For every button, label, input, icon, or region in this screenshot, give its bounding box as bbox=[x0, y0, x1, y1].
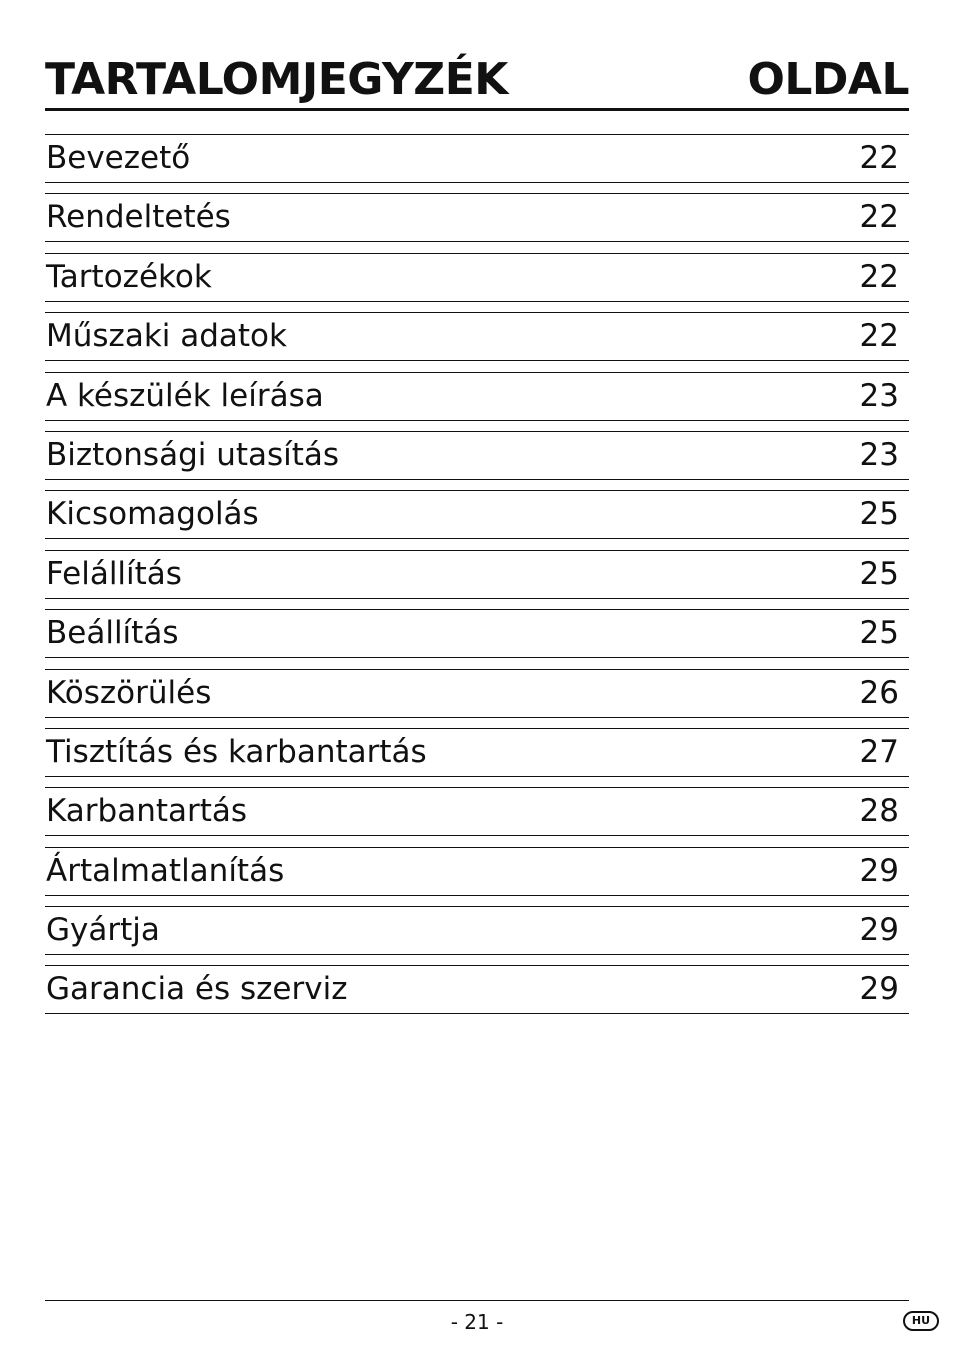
toc-entry-label: Biztonsági utasítás bbox=[46, 436, 340, 473]
toc-row[interactable] bbox=[45, 134, 909, 193]
toc-entry-page: 22 bbox=[859, 140, 899, 176]
toc-entry-label: Műszaki adatok bbox=[46, 318, 287, 355]
toc-row[interactable] bbox=[45, 312, 909, 371]
toc-row[interactable] bbox=[45, 906, 909, 965]
toc-entry-label: Köszörülés bbox=[46, 674, 212, 711]
toc-row[interactable] bbox=[45, 193, 909, 252]
toc-entry-page: 28 bbox=[859, 793, 899, 830]
toc-row[interactable] bbox=[45, 609, 909, 668]
toc-entry-page: 26 bbox=[859, 674, 899, 711]
toc-entry-label: A készülék leírása bbox=[46, 377, 324, 414]
page-title: TARTALOMJEGYZÉK bbox=[45, 54, 508, 105]
toc-row[interactable] bbox=[45, 965, 909, 1024]
toc-entry-label: Kicsomagolás bbox=[46, 496, 259, 533]
toc-row[interactable] bbox=[45, 253, 909, 312]
toc-entry-page: 29 bbox=[859, 912, 899, 949]
toc-entry-label: Ártalmatlanítás bbox=[46, 852, 285, 889]
toc-entry-page: 25 bbox=[859, 496, 899, 533]
toc-entry-page: 22 bbox=[859, 199, 899, 236]
toc-entry-label: Felállítás bbox=[46, 555, 182, 592]
toc-row[interactable] bbox=[45, 431, 909, 490]
toc-entry-label: Beállítás bbox=[46, 615, 179, 652]
toc-entry-page: 22 bbox=[859, 258, 899, 295]
page-column-heading: OLDAL bbox=[747, 54, 909, 105]
toc-row-rule bbox=[45, 906, 909, 955]
toc-entry-page: 25 bbox=[859, 615, 899, 652]
toc-entry-label: Tisztítás és karbantartás bbox=[46, 733, 427, 770]
toc-entry-page: 27 bbox=[859, 733, 899, 770]
toc-row[interactable] bbox=[45, 847, 909, 906]
toc-row[interactable] bbox=[45, 490, 909, 549]
toc-entry-page: 23 bbox=[859, 377, 899, 414]
toc-entry-label: Bevezető bbox=[46, 140, 191, 176]
toc-entry-label: Gyártja bbox=[46, 912, 160, 949]
toc-entry-page: 25 bbox=[859, 555, 899, 592]
toc-row[interactable] bbox=[45, 728, 909, 787]
toc-entry-page: 29 bbox=[859, 971, 899, 1008]
toc-entry-label: Rendeltetés bbox=[46, 199, 231, 236]
toc-row[interactable] bbox=[45, 372, 909, 431]
language-badge: HU bbox=[903, 1311, 939, 1331]
toc-row[interactable] bbox=[45, 550, 909, 609]
footer-divider bbox=[45, 1300, 909, 1301]
toc-entry-label: Tartozékok bbox=[46, 258, 212, 295]
toc-entry-page: 23 bbox=[859, 436, 899, 473]
toc-row[interactable] bbox=[45, 787, 909, 846]
toc-header bbox=[45, 50, 909, 111]
toc-entry-page: 22 bbox=[859, 318, 899, 355]
toc-entry-label: Karbantartás bbox=[46, 793, 248, 830]
toc-entry-page: 29 bbox=[859, 852, 899, 889]
toc-row[interactable] bbox=[45, 669, 909, 728]
table-of-contents bbox=[45, 134, 909, 1025]
page-number: - 21 - bbox=[450, 1310, 504, 1334]
toc-entry-label: Garancia és szerviz bbox=[46, 971, 348, 1008]
